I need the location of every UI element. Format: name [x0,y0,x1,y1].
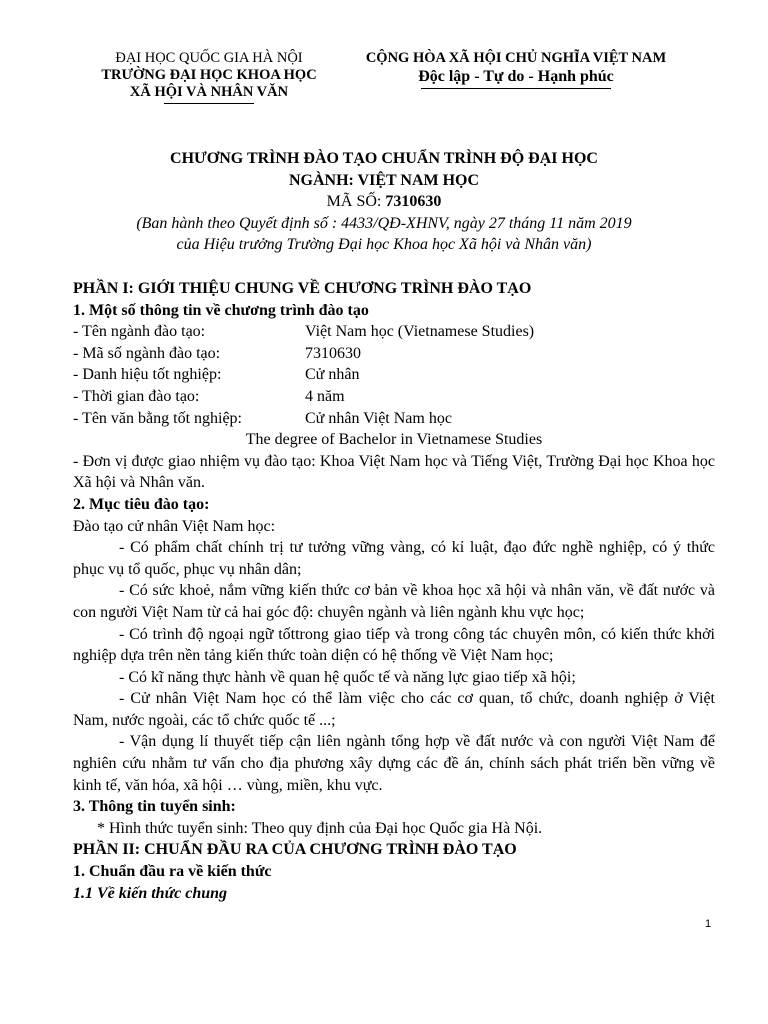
info-value: Cử nhân [305,366,360,384]
degree-english: The degree of Bachelor in Vietnamese Studies [245,431,543,449]
info-label: - Tên ngành đào tạo: [73,323,206,341]
admission-item: * Hình thức tuyển sinh: Theo quy định của Đại học Quốc gia Hà Nội. [97,819,543,837]
motto: Độc lập - Tự do - Hạnh phúc [418,68,614,85]
info-row [73,386,715,408]
info-label: - Thời gian đào tạo: [73,387,200,405]
institution-underline [164,103,254,104]
info-row [73,408,715,430]
title-major: NGÀNH: VIỆT NAM HỌC [288,171,480,189]
info-value: 4 năm [305,387,345,405]
program-code-label: MÃ SỐ: [326,193,386,210]
goals-intro: Đào tạo cử nhân Việt Nam học: [73,517,276,535]
issuing-institution [74,50,344,104]
program-code-value: 7310630 [385,193,442,210]
document-title [0,148,768,256]
training-unit: - Đơn vị được giao nhiệm vụ đào tạo: Khoa Việt Nam học và Tiếng Việt, Trường Đại học Khoa học Xã hội và Nhân văn. [73,452,715,492]
info-value: Việt Nam học (Vietnamese Studies) [305,323,535,341]
goal-item: - Có phẩm chất chính trị tư tưởng vững vàng, có kỉ luật, đạo đức nghề nghiệp, có ý thức phục vụ tổ quốc, phục vụ nhân dân; [73,539,715,578]
goal-item: - Có sức khoẻ, nắm vững kiến thức cơ bản về khoa học xã hội và nhân văn, về đất nước và con người Việt Nam từ cả hai góc độ: chuyên ngành và liên ngành khu vực học; [73,582,715,621]
info-row [73,343,715,365]
decision-note-line1: (Ban hành theo Quyết định số : 4433/QĐ-XHNV, ngày 27 tháng 11 năm 2019 [136,214,632,232]
program-code [0,191,768,213]
goal-item: - Có kĩ năng thực hành về quan hệ quốc tế và năng lực giao tiếp xã hội; [119,668,576,686]
info-row [73,321,715,343]
school-name-line2: XÃ HỘI VÀ NHÂN VĂN [129,84,289,100]
info-label: - Tên văn bằng tốt nghiệp: [73,409,242,427]
page-number: 1 [705,918,712,930]
info-row [73,364,715,386]
motto-underline [421,88,611,89]
section3-heading: 3. Thông tin tuyển sinh: [73,798,236,816]
info-label: - Danh hiệu tốt nghiệp: [73,366,222,384]
decision-note-line2: của Hiệu trưởng Trường Đại học Khoa học Xã hội và Nhân văn) [176,236,592,253]
section2-heading: 2. Mục tiêu đào tạo: [73,495,210,513]
outcomes-heading: 1. Chuẩn đầu ra về kiến thức [73,863,272,881]
university-name: ĐẠI HỌC QUỐC GIA HÀ NỘI [115,50,303,66]
school-name-line1: TRƯỜNG ĐẠI HỌC KHOA HỌC [101,67,317,83]
part1-heading: PHẦN I: GIỚI THIỆU CHUNG VỀ CHƯƠNG TRÌNH ĐÀO TẠO [73,280,532,297]
country-name: CỘNG HÒA XÃ HỘI CHỦ NGHĨA VIỆT NAM [365,50,667,66]
goal-item: - Cử nhân Việt Nam học có thể làm việc cho các cơ quan, tổ chức, doanh nghiệp ở Việt Nam, nước ngoài, các tổ chức quốc tế ...; [73,690,715,729]
info-value: 7310630 [305,344,361,362]
general-knowledge-heading: 1.1 Về kiến thức chung [73,884,228,902]
title-line1: CHƯƠNG TRÌNH ĐÀO TẠO CHUẨN TRÌNH ĐỘ ĐẠI HỌC [170,150,598,167]
info-label: - Mã số ngành đào tạo: [73,344,221,362]
goal-item: - Vận dụng lí thuyết tiếp cận liên ngành tổng hợp về đất nước và con người Việt Nam để nghiên cứu nhằm tư vấn cho địa phương xây dựng các đề án, chính sách phát triển bền vững về kinh tế, văn hóa, xã hội … vùng, miền, khu vực. [73,733,715,794]
section1-heading: 1. Một số thông tin về chương trình đào tạo [73,301,369,319]
national-motto [346,50,686,89]
goal-item: - Có trình độ ngoại ngữ tốttrong giao tiếp và trong công tác chuyên môn, có kiến thức khởi nghiệp dựa trên nền tảng kiến thức toàn diện có hệ thống về Việt Nam học; [73,625,715,665]
document-body [73,278,715,904]
part2-heading: PHẦN II: CHUẨN ĐẦU RA CỦA CHƯƠNG TRÌNH ĐÀO TẠO [73,841,517,859]
info-value: Cử nhân Việt Nam học [305,409,452,427]
